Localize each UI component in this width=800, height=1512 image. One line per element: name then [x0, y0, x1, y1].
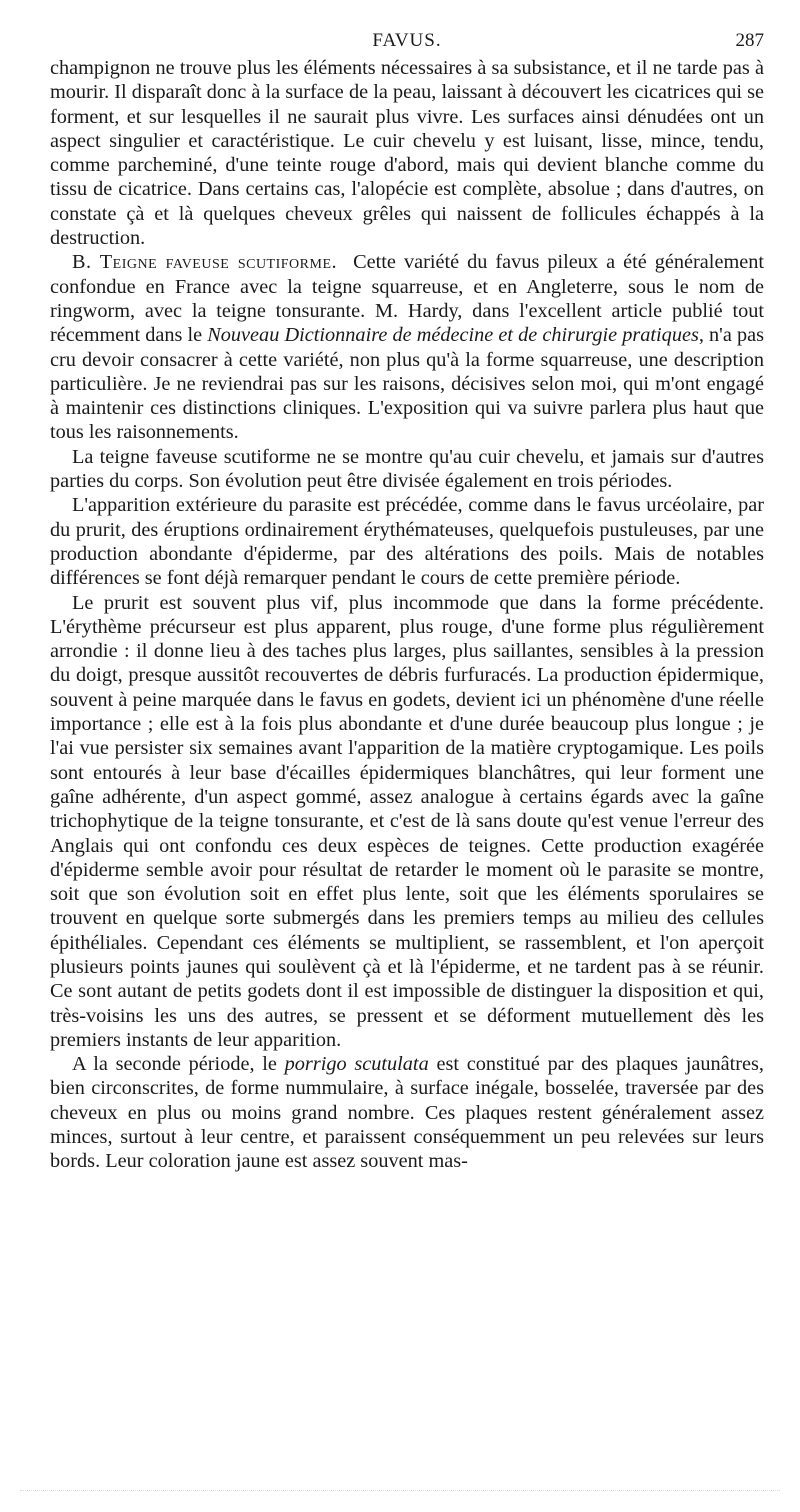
paragraph-1: champignon ne trouve plus les éléments nécessaires à sa subsistance, et il ne tarde pas à mourir. Il disparaît donc à la surface de la peau, laissant à découvert les cicatrices qui se forment, et sur lesquelles il ne saurait plus vivre. Les surfaces ainsi dénudées ont un aspect singulier et caractéristique. Le cuir chevelu y est luisant, lisse, mince, tendu, comme parcheminé, d'une teinte rouge d'abord, mais qui devient blanche comme du tissu de cicatrice. Dans certains cas, l'alopécie est complète, absolue ; dans d'autres, on constate çà et là quelques cheveux grêles qui naissent de follicules échappés à la destruction.	[50, 57, 764, 250]
paragraph-2-text-b: , n'a pas cru devoir consacrer à cette variété, non plus qu'à la forme squarreuse, une description particulière. Je ne reviendrai pas sur les raisons, décisives selon moi, qui m'ont engagé à maintenir ces distinctions cliniques. L'exposition qui va suivre parlera plus haut que tous les raisonnements.	[50, 324, 764, 444]
paragraph-6-text-a: A la seconde période, le	[72, 1053, 285, 1076]
paragraph-3: La teigne faveuse scutiforme ne se montre qu'au cuir chevelu, et jamais sur d'autres parties du corps. Son évolution peut être divisée également en trois périodes.	[50, 445, 764, 493]
page-edge-marks	[20, 1490, 780, 1493]
paragraph-6	[50, 1052, 764, 1173]
section-heading-b: B. Teigne faveuse scutiforme.	[72, 251, 338, 274]
running-title: FAVUS.	[372, 30, 442, 51]
dictionary-title: Nouveau Dictionnaire de médecine et de chirurgie pratiques	[207, 324, 699, 347]
page-header	[50, 22, 764, 56]
porrigo-term: porrigo scutulata	[284, 1053, 429, 1076]
paragraph-2-text-a: Cette variété du favus pileux a été généralement confondue en France avec la teigne squarreuse, et en Angleterre, sous le nom de ringworm, avec la teigne tonsurante. M. Hardy, dans l'excellent article publié tout récemment dans le	[50, 251, 764, 347]
paragraph-4: L'apparition extérieure du parasite est précédée, comme dans le favus urcéolaire, par du prurit, des éruptions ordinairement érythémateuses, quelquefois pustuleuses, par une production abondante d'épiderme, par des altérations des poils. Mais de notables différences se font déjà remarquer pendant le cours de cette première période.	[50, 494, 764, 590]
page-number: 287	[735, 30, 764, 51]
paragraph-6-text-b: est constitué par des plaques jaunâtres, bien circonscrites, de forme nummulaire, à surface inégale, bosselée, traversée par des cheveux en plus ou moins grand nombre. Ces plaques restent généralement assez minces, surtout à leur centre, et paraissent conséquemment un peu relevées sur leurs bords. Leur coloration jaune est assez souvent mas-	[50, 1053, 764, 1173]
paragraph-5: Le prurit est souvent plus vif, plus incommode que dans la forme précédente. L'érythème précurseur est plus apparent, plus rouge, d'une forme plus régulièrement arrondie : il donne lieu à des taches plus larges, plus saillantes, sensibles à la pression du doigt, presque aussitôt recouvertes de débris furfuracés. La production épidermique, souvent à peine marquée dans le favus en godets, devient ici un phénomène d'une réelle importance ; elle est à la fois plus abondante et d'une durée beaucoup plus longue ; je l'ai vue persister six semaines avant l'apparition de la matière cryptogamique. Les poils sont entourés à leur base d'écailles épidermiques blanchâtres, qui leur forment une gaîne adhérente, d'un aspect gommé, assez analogue à certains égards avec la gaîne trichophytique de la teigne tonsurante, et c'est de là sans doute qu'est venue l'erreur des Anglais qui ont confondu ces deux espèces de teignes. Cette production exagérée d'épiderme semble avoir pour résultat de retarder le moment où le parasite se montre, soit que son évolution soit en effet plus lente, soit que les éléments sporulaires se trouvent en quelque sorte submergés dans les premiers temps au milieu des cellules épithéliales. Cependant ces éléments se multiplient, se rassemblent, et l'on aperçoit plusieurs points jaunes qui soulèvent çà et là l'épiderme, et ne tardent pas à se réunir. Ce sont autant de petits godets dont il est impossible de distinguer la disposition et qui, très-voisins les uns des autres, se pressent et se déforment mutuellement dès les premiers instants de leur apparition.	[50, 591, 764, 1051]
paragraph-2	[50, 250, 764, 444]
body-text	[50, 56, 764, 1174]
book-page	[50, 22, 764, 1174]
